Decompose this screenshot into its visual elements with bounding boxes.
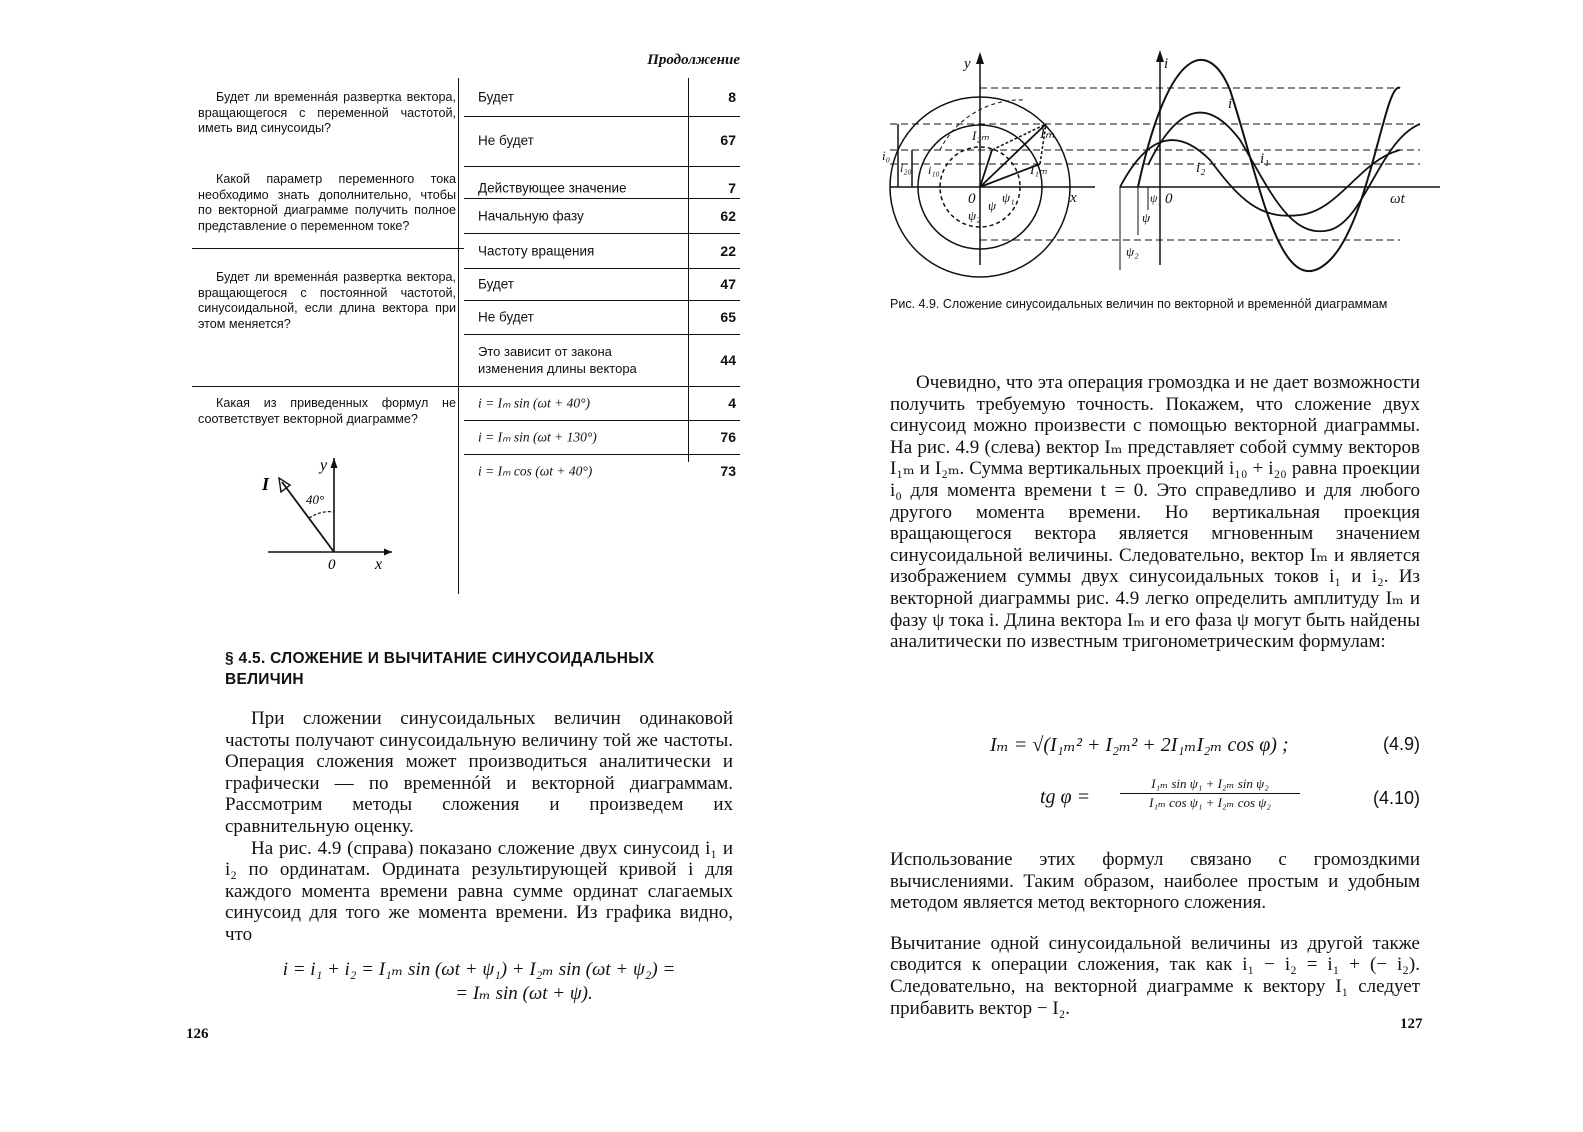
origin-label: 0	[328, 557, 336, 573]
answer-page-ref: 4	[728, 395, 736, 411]
label-psi: ψ	[988, 198, 997, 213]
label-I2m: I₂ₘ	[972, 128, 989, 143]
equation-lhs: tg φ =	[1040, 786, 1091, 808]
answer-page-ref: 22	[720, 242, 736, 259]
question-separator	[192, 248, 464, 249]
right-page	[780, 0, 1583, 1132]
label-curve-i1: i₁	[1260, 151, 1270, 167]
figure-4-9	[880, 50, 1450, 280]
answer-label: i = Iₘ sin (ωt + 130°)	[478, 429, 597, 445]
fraction	[1120, 776, 1300, 811]
answer-label: Будет	[478, 89, 514, 105]
label-origin: 0	[968, 191, 976, 207]
fraction-denominator: I₁ₘ cos ψ₁ + I₂ₘ cos ψ₂	[1149, 795, 1271, 810]
vector-label: I	[262, 474, 270, 494]
label-I1m: I₁ₘ	[1030, 162, 1047, 177]
label-wt: ωt	[1390, 191, 1405, 207]
answer-page-ref: 7	[728, 180, 736, 196]
label-i10: i₁₀	[928, 163, 940, 177]
label-psi-time: ψ	[1142, 210, 1151, 225]
answer-option[interactable]	[464, 166, 740, 199]
i-arrow-icon	[1156, 50, 1164, 62]
label-i20: i₂₀	[900, 161, 912, 175]
label-i-axis: i	[1164, 56, 1169, 72]
answer-page-ref: 73	[720, 463, 736, 479]
label-curve-i: i	[1228, 96, 1233, 112]
answer-label: Это зависит от закона изменения длины вектора	[478, 344, 637, 376]
paragraph: Использование этих формул связано с громоздкими вычислениями. Таким образом, наиболее простым и удобным методом является метод векторного сложения.	[890, 849, 1420, 914]
answer-page-ref: 47	[720, 276, 736, 292]
page-number: 127	[1400, 1016, 1423, 1032]
question-text: Какая из приведенных формул не соответствует векторной диаграмме?	[198, 396, 456, 426]
answer-option[interactable]	[464, 334, 740, 387]
question-text: Будет ли временнáя развертка вектора, вращающегося с постоянной частотой, синусоидальной, если длина вектора при этом меняется?	[198, 270, 456, 331]
answer-option[interactable]	[464, 233, 740, 269]
answer-page-ref: 76	[720, 429, 736, 445]
x-arrow-icon	[384, 549, 392, 556]
page-number: 126	[186, 1026, 209, 1042]
answer-option[interactable]	[464, 454, 740, 488]
figure-caption: Рис. 4.9. Сложение синусоидальных величин по векторной и временнóй диаграммам	[890, 297, 1388, 311]
angle-arc	[309, 512, 334, 518]
x-label: x	[375, 556, 383, 573]
paragraph: Очевидно, что эта операция громоздка и не дает возможности получить требуемую точность. Покажем, что сложение двух синусоид можно произвести с помощью векторной диаграммы. На рис. 4.9 (слева) вектор Iₘ представляет собой сумму векторов I₁ₘ и I₂ₘ. Сумма вертикальных проекций i₁₀ + i₂₀ равна проекции i₀ для момента времени t = 0. Это справедливо и для любого другого момента времени. Но вертикальная проекция вращающегося вектора является мгновенным значением синусоидальной величины. Следовательно, вектор Iₘ и является изображением суммы двух синусоидальных токов i₁ и i₂. Из векторной диаграммы рис. 4.9 легко определить амплитуду Iₘ и фазу ψ тока i. Длина вектора Iₘ и его фаза ψ могут быть найдены аналитически по известным тригонометрическим формулам:	[890, 372, 1420, 653]
equation-number: (4.9)	[1382, 734, 1420, 754]
paragraph: На рис. 4.9 (справа) показано сложение двух синусоид i₁ и i₂ по ординатам. Ордината результирующей кривой i для каждого момента времени равна сумме ординат слагаемых синусоид для того же момента времени. Из графика видно, что	[225, 837, 733, 945]
answer-label: i = Iₘ sin (ωt + 40°)	[478, 395, 591, 411]
question-text: Какой параметр переменного тока необходимо знать дополнительно, чтобы по векторной диаграмме получить полное представление о переменном токе?	[198, 172, 456, 233]
body-text-right	[890, 372, 1420, 653]
vector-diagram-small	[250, 452, 400, 577]
body-text-right-2	[890, 830, 1420, 1038]
y-arrow-icon	[976, 52, 984, 64]
answer-option[interactable]	[464, 420, 740, 455]
equation-line: i = i₁ + i₂ = I₁ₘ sin (ωt + ψ₁) + I₂ₘ sin (ωt + ψ₂) =	[282, 959, 676, 980]
label-Im: Iₘ	[1040, 126, 1055, 142]
curve-i1	[1148, 113, 1420, 232]
label-psi1-time: ψ₁	[1150, 191, 1162, 205]
answer-option[interactable]	[464, 78, 740, 117]
y-arrow-icon	[331, 458, 338, 468]
y-label: y	[320, 457, 328, 474]
left-page	[0, 0, 780, 1132]
answer-page-ref: 8	[728, 89, 736, 105]
equation-sum	[225, 958, 733, 1006]
answer-label: Не будет	[478, 133, 534, 148]
label-psi1: ψ₁	[1002, 190, 1015, 205]
answer-option[interactable]	[464, 268, 740, 301]
section-heading: § 4.5. СЛОЖЕНИЕ И ВЫЧИТАНИЕ СИНУСОИДАЛЬНЫХ ВЕЛИЧИН	[225, 650, 655, 688]
answer-label: Частоту вращения	[478, 243, 595, 258]
answer-label: i = Iₘ cos (ωt + 40°)	[478, 463, 593, 479]
question-block	[192, 78, 740, 166]
answer-label: Начальную фазу	[478, 208, 584, 223]
paragraph: Вычитание одной синусоидальной величины из другой также сводится к операции сложения, так как i₁ − i₂ = i₁ + (− i₂). Следовательно, на векторной диаграмме к вектору I₁ следует прибавить вектор − I₂.	[890, 932, 1420, 1019]
equation-line: = Iₘ sin (ωt + ψ).	[455, 983, 593, 1004]
answer-label: Не будет	[478, 309, 534, 325]
answer-page-ref: 65	[720, 309, 736, 325]
question-separator	[192, 386, 464, 387]
answer-option[interactable]	[464, 198, 740, 234]
answer-label: Будет	[478, 276, 514, 292]
angle-label: 40°	[306, 492, 325, 507]
equation-number: (4.10)	[1372, 788, 1420, 808]
label-origin-time: 0	[1165, 191, 1173, 207]
answer-option[interactable]	[464, 300, 740, 335]
answer-option[interactable]	[464, 116, 740, 167]
answer-label: Действующее значение	[478, 180, 627, 196]
answer-page-ref: 62	[720, 207, 736, 224]
equation-body: Iₘ = √(I₁ₘ² + I₂ₘ² + 2I₁ₘI₂ₘ cos φ) ;	[990, 734, 1289, 756]
answer-page-ref: 67	[720, 132, 736, 148]
label-y: y	[964, 56, 971, 72]
label-psi2: ψ₂	[968, 208, 981, 223]
label-psi2-time: ψ₂	[1126, 244, 1139, 259]
paragraph: При сложении синусоидальных величин одинаковой частоты получают синусоидальную величину той же частоты. Операция сложения может производиться аналитически и графически — по временнóй и векторной диаграммам. Рассмотрим методы сложения и произведем их сравнительную оценку.	[225, 708, 733, 837]
label-i0: i₀	[882, 148, 891, 163]
equation-4-10	[890, 776, 1420, 822]
equation-4-9	[890, 728, 1420, 768]
label-curve-i2: i₂	[1196, 160, 1206, 176]
answer-option[interactable]	[464, 386, 740, 421]
answer-page-ref: 44	[720, 352, 736, 368]
continuation-label: Продолжение	[647, 52, 740, 68]
fraction-numerator: I₁ₘ sin ψ₁ + I₂ₘ sin ψ₂	[1120, 776, 1300, 794]
body-text-left	[225, 708, 733, 946]
question-text: Будет ли временнáя развертка вектора, вращающегося с переменной частотой, иметь вид синусоиды?	[198, 90, 456, 135]
label-x: x	[1070, 190, 1077, 206]
